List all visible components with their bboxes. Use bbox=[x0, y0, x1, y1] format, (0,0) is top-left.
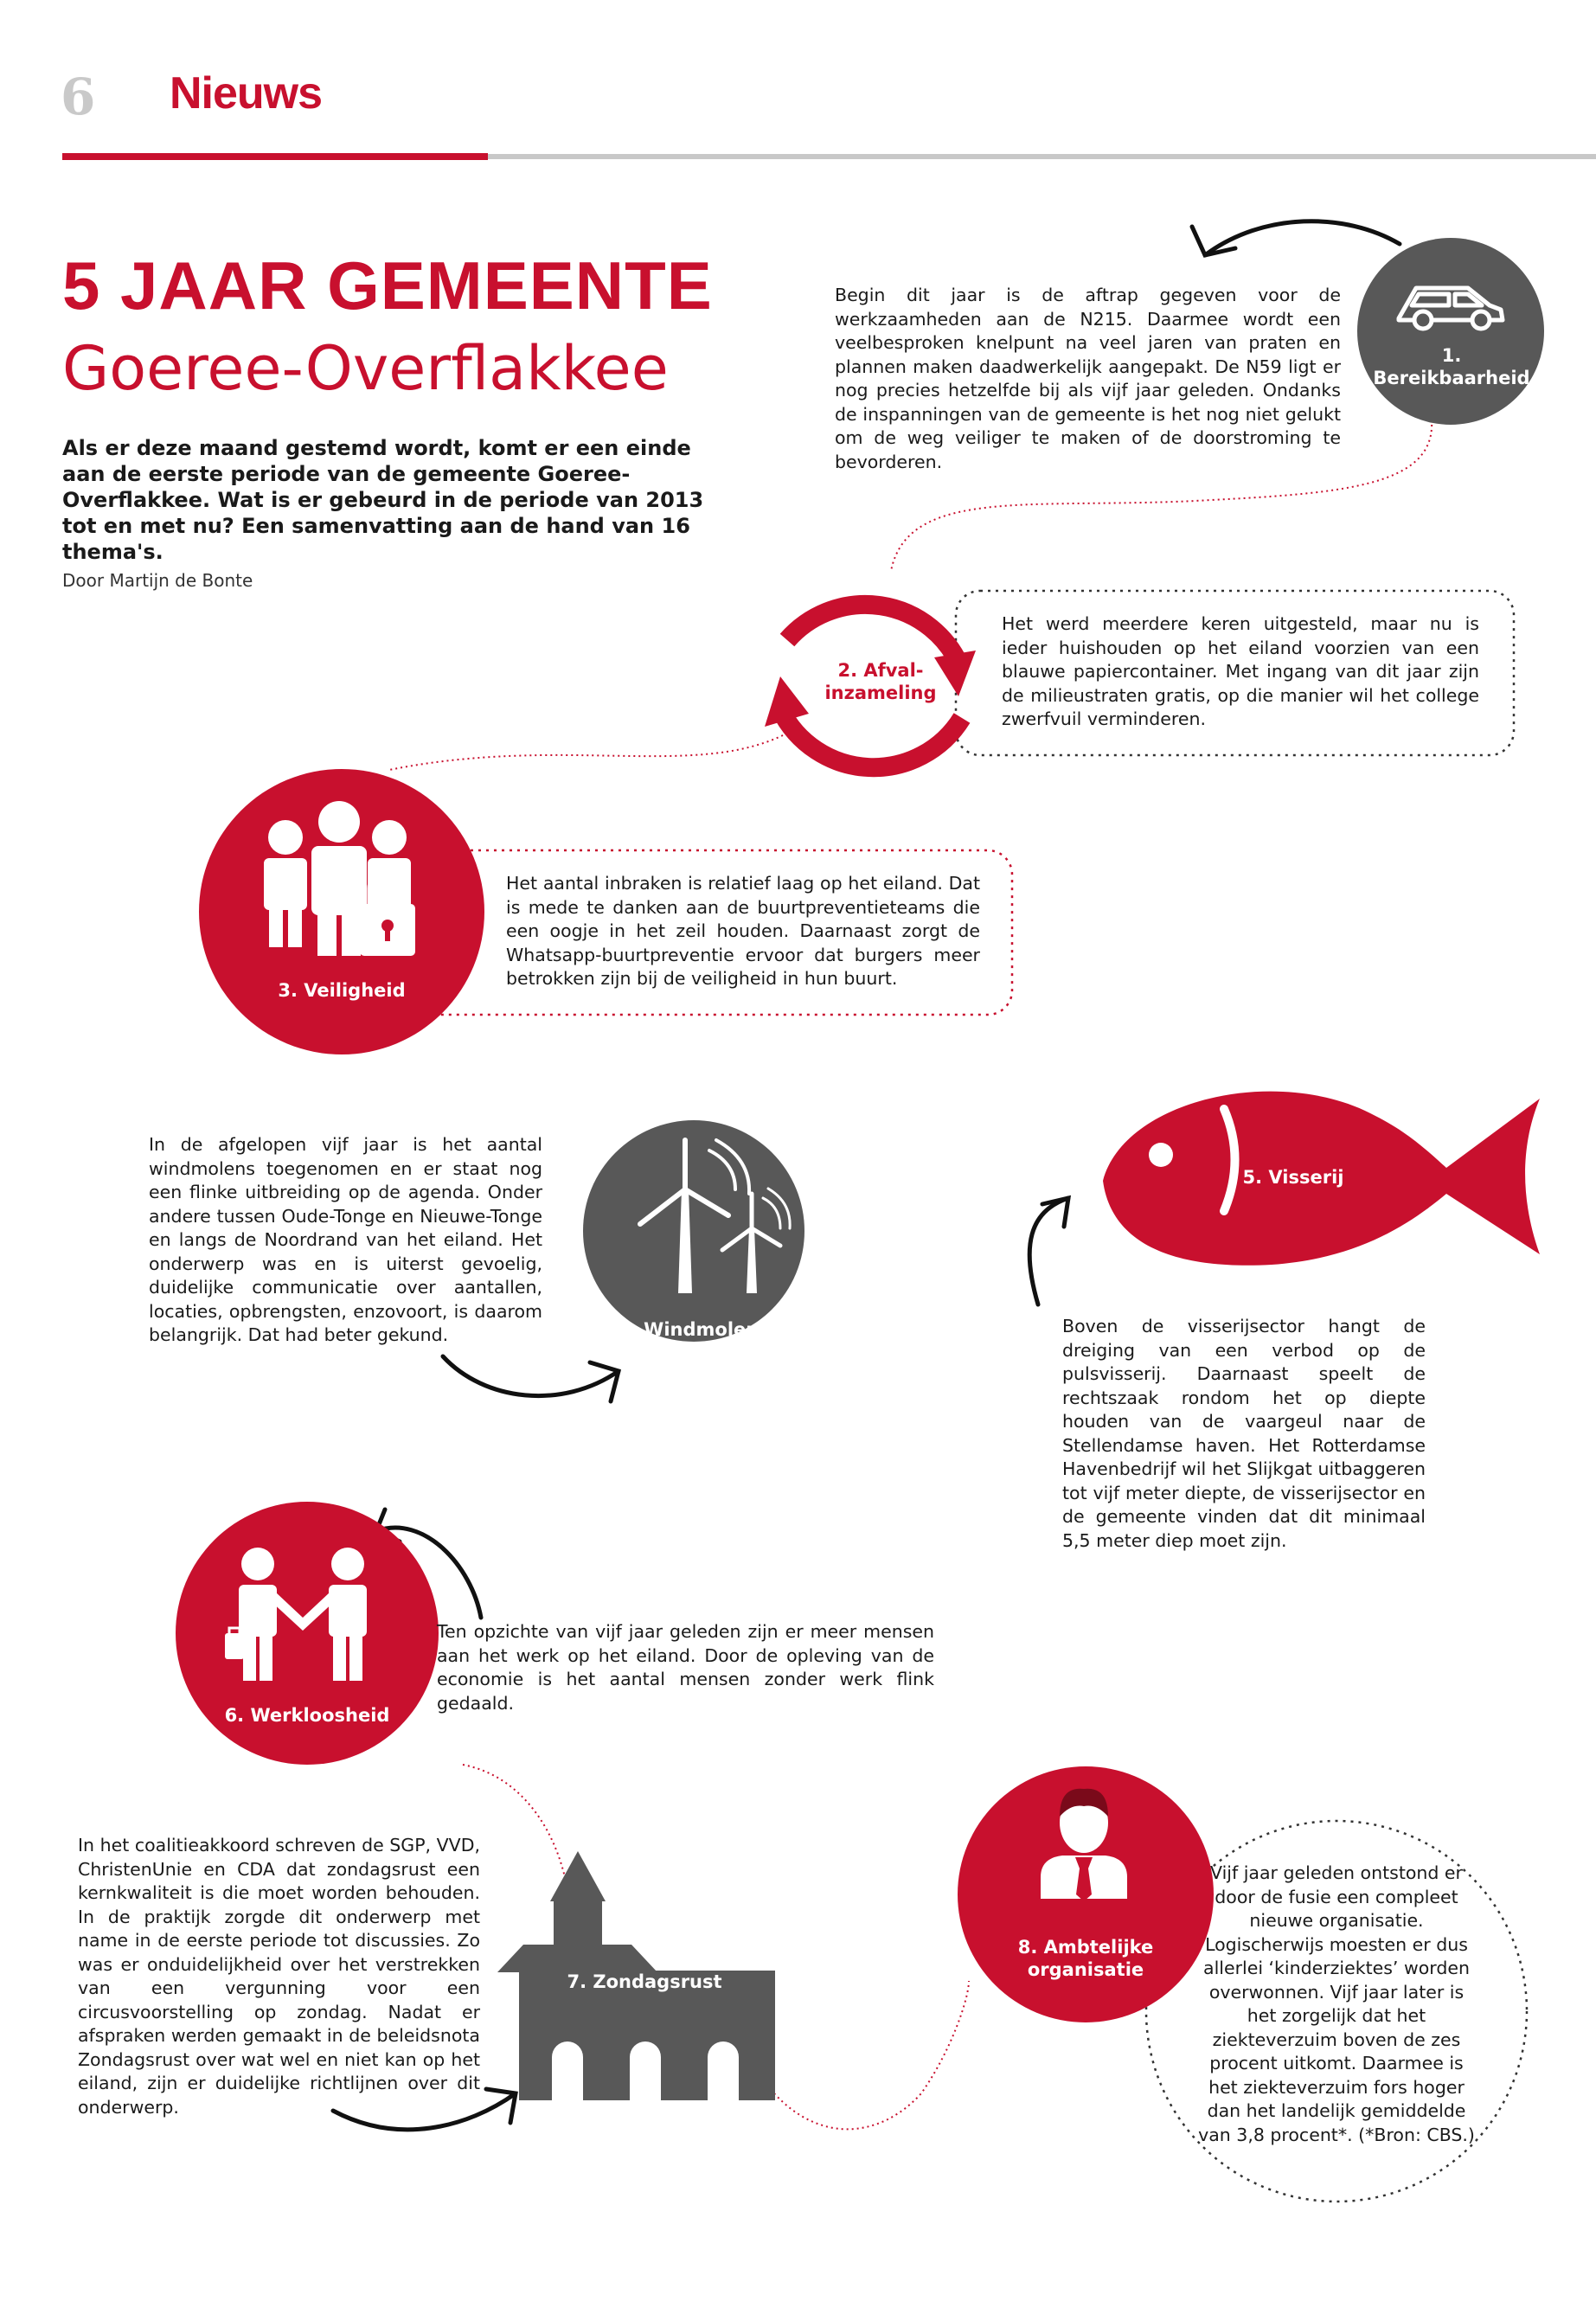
theme3-label: 3. Veiligheid bbox=[278, 980, 406, 1001]
theme5-label: 5. Visserij bbox=[1242, 1167, 1344, 1188]
theme8-text: Vijf jaar geleden ontstond er door de fusie een compleet nieuwe organisatie. Logischerwijs moesten er dus allerlei ‘kinderziektes’ worden overwonnen. Vijf jaar later is het zorgelijk dat het ziekteverzuim boven de zes procent uitkomt. Daarmee is het ziekteverzuim fors hoger dan het landelijk gemiddelde van 3,8 procent*. (*Bron: CBS.) bbox=[1198, 1862, 1475, 2145]
theme2-label bbox=[777, 659, 984, 704]
connector-2-3 bbox=[389, 735, 783, 770]
headline-line1: 5 JAAR GEMEENTE bbox=[62, 247, 713, 324]
arrow-7-head bbox=[486, 2089, 516, 2123]
theme1-circle bbox=[1357, 238, 1544, 425]
arrow-5 bbox=[1029, 1198, 1068, 1304]
theme4-label: 4. Windmolens bbox=[618, 1319, 770, 1340]
theme5-text: Boven de visserijsector hangt de dreiging van een verbod op de pulsvisserij. Daarnaast speelt de rechtszaak rondom het op diepte houden van de vaargeul naar de Stellendamse haven. Het Rotterdamse Havenbedrijf wil het Slijkgat uitbaggeren tot vijf meter diepte, de visserijsector en de gemeente vinden dat dit minimaal 5,5 meter diep moet zijn. bbox=[1062, 1316, 1426, 1551]
section-title: Nieuws bbox=[170, 68, 323, 119]
header-rule-red bbox=[62, 153, 488, 160]
theme2-label-line2: inzameling bbox=[824, 683, 937, 703]
theme4-circle bbox=[583, 1120, 804, 1342]
header-rule-gray bbox=[488, 154, 1596, 159]
theme8-label-line2: organisatie bbox=[1027, 1959, 1144, 1980]
theme7-text: In het coalitieakkoord schreven de SGP, VVD, ChristenUnie en CDA dat zondagsrust een kernkwaliteit is die moet worden behouden. In de praktijk zorgde dit onderwerp met name in de eerste periode tot discussies. Zo was er onduidelijkheid over het verstrekken van een vergunning voor een circusvoorstelling op zondag. Nadat er afspraken werden gemaakt in de beleidsnota Zondagsrust over wat wel en niet kan op het eiland, zijn er duidelijke richtlijnen over dit onderwerp. bbox=[78, 1835, 480, 2118]
theme3-text: Het aantal inbraken is relatief laag op het eiland. Dat is mede te danken aan de buurtpreventieteams die een oogje in het zeil houden. Daarnaast zorgt de Whatsapp-buurtpreventie ervoor dat burgers meer betrokken zijn bij de veiligheid in hun buurt. bbox=[506, 873, 980, 989]
connector-7-8 bbox=[774, 1981, 969, 2129]
theme1-label: 1. Bereikbaarheid bbox=[1373, 345, 1530, 388]
lead-paragraph: Als er deze maand gestemd wordt, komt er een einde aan de eerste periode van de gemeente Goeree-Overflakkee. Wat is er gebeurd in de periode van 2013 tot en met nu? Een samenvatting aan de hand van 16 thema's. bbox=[62, 436, 704, 564]
byline: Door Martijn de Bonte bbox=[62, 570, 253, 591]
theme6-label: 6. Werkloosheid bbox=[224, 1705, 390, 1726]
theme1-text: Begin dit jaar is de aftrap gegeven voor de werkzaamheden aan de N215. Daarmee wordt een veelbesproken knelpunt na veel jaren van praten en plannen maken daadwerkelijk aangepakt. De N59 ligt er nog precies hetzelfde bij als vijf jaar geleden. Ondanks de inspanningen van de gemeente is het nog niet gelukt om de weg veiliger te maken of de doorstroming te bevorderen. bbox=[835, 285, 1341, 472]
theme2-text: Het werd meerdere keren uitgesteld, maar nu is ieder huishouden op het eiland voorzien van een blauwe papiercontainer. Met ingang van dit jaar zijn de milieustraten gratis, op die manier wil het college zwerfvuil verminderen. bbox=[1002, 613, 1479, 729]
theme8-label-line1: 8. Ambtelijke bbox=[1017, 1937, 1154, 1958]
church-windows bbox=[552, 2041, 739, 2100]
theme8-label bbox=[982, 1936, 1189, 1981]
theme6-text: Ten opzichte van vijf jaar geleden zijn er meer mensen aan het werk op het eiland. Door de opleving van de economie is het aantal mensen zonder werk flink gedaald. bbox=[437, 1621, 934, 1714]
page-number: 6 bbox=[61, 67, 96, 126]
theme4-text: In de afgelopen vijf jaar is het aantal windmolens toegenomen en er staat nog een flinke uitbreiding op de agenda. Onder andere tussen Oude-Tonge en Nieuwe-Tonge en langs de Noordrand van het eiland. Het onderwerp was en is uiterst gevoelig, duidelijke communicatie over aantallen, locaties, opbrengsten, enzovoort, is daarom belangrijk. Dat had beter gekund. bbox=[149, 1134, 542, 1345]
theme7-label: 7. Zondagsrust bbox=[567, 1971, 722, 1992]
theme2-label-line1: 2. Afval- bbox=[837, 660, 924, 681]
headline-line2: Goeree-Overflakkee bbox=[62, 333, 669, 404]
